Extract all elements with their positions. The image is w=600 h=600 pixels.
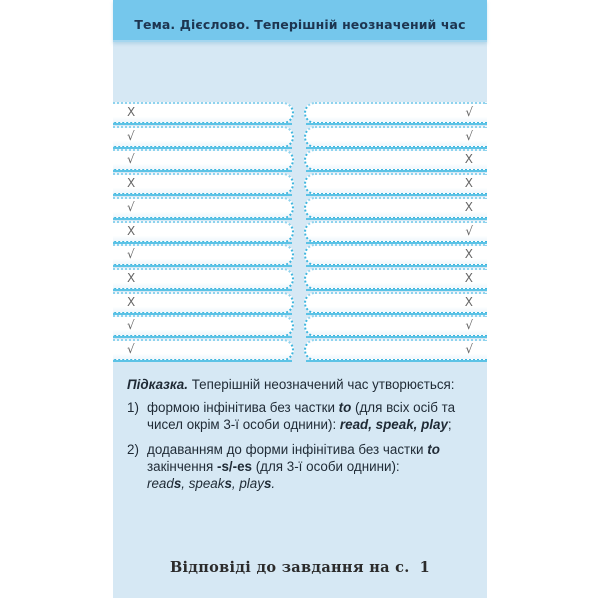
answer-row [113,244,487,266]
cross-mark-icon: X [464,294,473,309]
left-answer-field [113,339,294,361]
right-answer-field [304,197,487,219]
left-answer-field [113,149,294,171]
separator: , [231,476,240,491]
answer-row [113,126,487,148]
check-mark-icon: √ [127,199,135,214]
cross-mark-icon: X [127,105,136,119]
rule-text: додаванням до форми інфінітива без частки [147,442,428,457]
answer-row [113,102,487,124]
example-ending: s [263,476,272,491]
check-mark-icon: √ [127,342,135,356]
topic-title: Тема. Дієслово. Теперішній неозначений час [134,17,466,32]
answer-row [113,339,487,361]
rule-text: формою інфінітива без частки [147,400,339,415]
answers-footer [113,559,487,576]
separator: , [368,417,376,432]
check-mark-icon: √ [127,128,135,143]
answer-row [113,149,487,171]
suffix: -s/-es [217,459,252,474]
check-mark-icon: √ [465,128,473,143]
check-mark-icon: √ [465,342,473,356]
cross-mark-icon: X [127,294,136,309]
answer-card [113,0,487,598]
cross-mark-icon: X [127,270,136,285]
hint-intro: Теперішній неозначений час утворюється: [187,377,455,392]
separator: , [181,476,189,491]
left-answer-field [113,292,294,314]
check-mark-icon: √ [127,152,135,167]
answer-row [113,268,487,290]
rule-text: (для всіх осіб та чисел окрім 3-ї особи однини): [147,400,456,432]
example-word: read [147,476,174,491]
left-answer-field [113,102,294,124]
answer-row [113,292,487,314]
example-word: play [421,417,448,432]
cross-mark-icon: X [464,270,473,285]
check-mark-icon: √ [127,318,135,333]
hint-heading [127,376,477,393]
right-answer-field [304,126,487,148]
example-word: speak [375,417,414,432]
left-answer-field [113,244,294,266]
particle-to: to [427,442,440,457]
cross-mark-icon: X [127,176,136,191]
left-answer-field [113,268,294,290]
cross-mark-icon: X [464,247,473,262]
right-answer-field [304,102,487,124]
left-answer-field [113,197,294,219]
right-answer-field [304,221,487,243]
answer-row [113,221,487,243]
footer-text: Відповіді до завдання на с. [169,559,410,576]
right-answer-field [304,315,487,337]
right-answer-field [304,268,487,290]
answer-row [113,173,487,195]
punctuation: . [271,476,276,491]
rule-number: 2) [127,442,139,457]
punctuation: ; [447,417,452,432]
example-word: speak [188,476,225,491]
right-answer-field [304,339,487,361]
cross-mark-icon: X [464,176,473,191]
right-answer-field [304,292,487,314]
left-answer-field [113,221,294,243]
answer-row [113,197,487,219]
example-word: read [339,417,369,432]
cross-mark-icon: X [127,223,136,238]
cross-mark-icon: X [464,199,473,214]
example-word: play [239,476,264,491]
check-mark-icon: √ [127,247,135,262]
rule-text: (для 3-ї особи однини): [252,459,400,474]
check-mark-icon: √ [465,223,473,238]
hint-label: Підказка. [127,377,188,392]
answer-row [113,315,487,337]
separator: , [413,417,422,432]
hint-rule-2 [127,441,477,492]
left-answer-field [113,173,294,195]
example-ending: s [224,476,232,491]
hint-block [127,376,477,500]
right-answer-field [304,149,487,171]
left-answer-field [113,315,294,337]
footer-page-number: 1 [419,559,431,576]
cross-mark-icon: X [464,152,473,167]
hint-rule-1 [127,399,477,433]
rule-number: 1) [127,400,139,415]
right-answer-field [304,244,487,266]
right-answer-field [304,173,487,195]
example-ending: s [173,476,182,491]
particle-to: to [338,400,352,415]
rule-text: закінчення [147,459,218,474]
left-answer-field [113,126,294,148]
check-mark-icon: √ [465,105,473,119]
check-mark-icon: √ [465,318,473,333]
topic-header [113,0,487,42]
